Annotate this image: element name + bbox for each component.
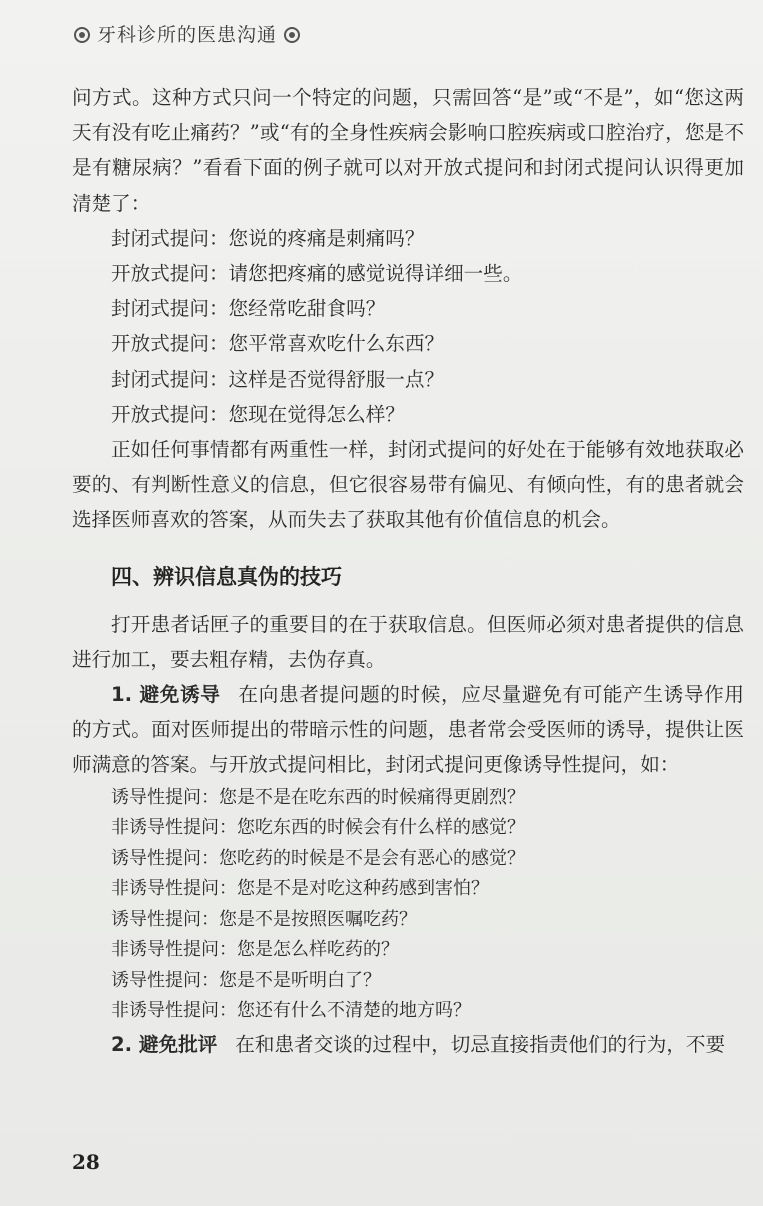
example-line: 非诱导性提问：您是怎么样吃药的？ [111,939,399,961]
circle-ornament-icon [284,27,300,43]
body-text [72,80,744,1062]
subsection-title: 1. 避免诱导 [111,683,221,707]
paragraph: 正如任何事情都有两重性一样，封闭式提问的好处在于能够有效地获取必要的、有判断性意义的信息，但它很容易带有偏见、有倾向性，有的患者就会选择医师喜欢的答案，从而失去了获取其他有价值信息的机会。 [72,438,744,532]
example-line: 非诱导性提问：您是不是对吃这种药感到害怕？ [111,878,489,900]
subsection-text: 在向患者提问题的时候，应尽量避免有可能产生诱导作用的方式。面对医师提出的带暗示性的问题，患者常会受医师的诱导，提供让医师满意的答案。与开放式提问相比，封闭式提问更像诱导性提问，如： [72,683,744,777]
example-line: 诱导性提问：您吃药的时候是不是会有恶心的感觉？ [111,847,525,869]
running-header [74,20,300,47]
example-line: 开放式提问：您平常喜欢吃什么东西？ [111,332,445,356]
header-title: 牙科诊所的医患沟通 [97,24,278,46]
section-heading: 四、辨识信息真伪的技巧 [111,564,342,589]
paragraph: 打开患者话匣子的重要目的在于获取信息。但医师必须对患者提供的信息进行加工，要去粗存精，去伪存真。 [72,612,744,671]
subsection-text: 在和患者交谈的过程中，切忌直接指责他们的行为，不要 [235,1032,726,1056]
example-line: 非诱导性提问：您吃东西的时候会有什么样的感觉？ [111,817,525,839]
example-line: 开放式提问：请您把疼痛的感觉说得详细一些。 [111,262,523,286]
example-line: 诱导性提问：您是不是在吃东西的时候痛得更剧烈？ [111,786,525,808]
example-line: 开放式提问：您现在觉得怎么样？ [111,402,405,426]
example-list-open-closed [72,221,744,432]
example-line: 封闭式提问：您经常吃甜食吗？ [111,297,386,321]
example-list-leading [72,783,744,1027]
example-line: 非诱导性提问：您还有什么不清楚的地方吗？ [111,1000,471,1022]
subsection-title: 2. 避免批评 [111,1032,218,1056]
example-line: 封闭式提问：这样是否觉得舒服一点？ [111,367,445,391]
example-line: 诱导性提问：您是不是按照医嘱吃药？ [111,908,417,930]
paragraph: 问方式。这种方式只问一个特定的问题，只需回答“是”或“不是”，如“您这两天有没有吃止痛药？”或“有的全身性疾病会影响口腔疾病或口腔治疗，您是不是有糖尿病？”看看下面的例子就可以对开放式提问和封闭式提问认识得更加清楚了： [72,86,744,215]
example-line: 封闭式提问：您说的疼痛是刺痛吗？ [111,226,425,250]
example-line: 诱导性提问：您是不是听明白了？ [111,969,381,991]
subsection-avoid-leading [72,677,744,783]
subsection-avoid-criticism [72,1027,744,1062]
circle-ornament-icon [74,27,90,43]
page-number: 28 [72,1150,100,1174]
